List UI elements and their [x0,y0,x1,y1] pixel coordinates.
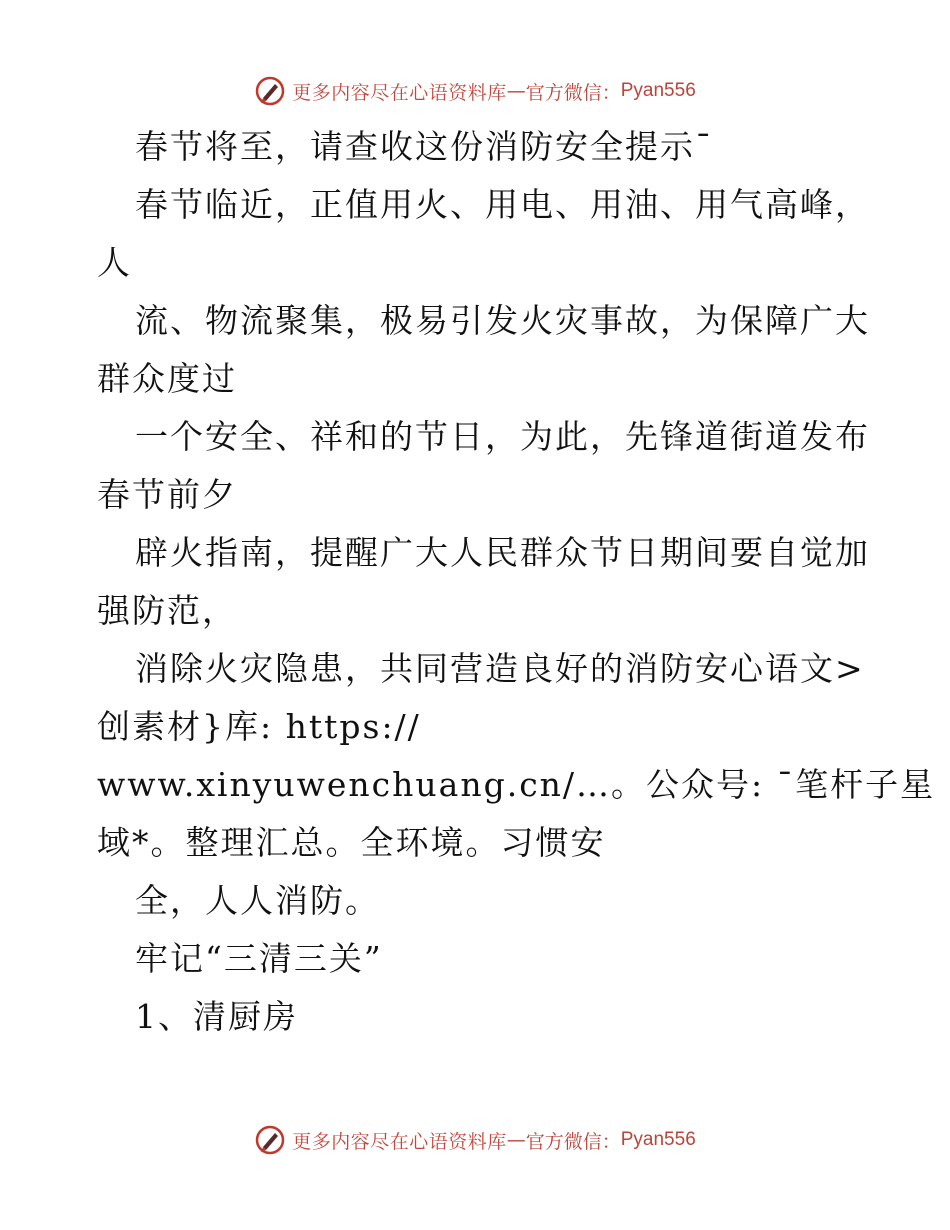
watermark-brand-text: 更多内容尽在心语资料库 [292,81,507,104]
watermark-wechat-account: Pyan556 [620,1129,696,1150]
text-line: 强防范， [97,591,237,630]
text-line: 1、清厨房 [135,997,298,1036]
pen-logo-icon [254,75,286,107]
text-line: 全，人人消防。 [135,881,380,920]
watermark-wechat-account: Pyan556 [620,80,696,101]
header-watermark [0,71,950,111]
pen-logo-icon [254,1124,286,1156]
watermark-wechat-label: 官方微信： [525,1130,621,1153]
text-line: 牢记“三清三关” [135,939,383,978]
text-line: 人 [97,243,132,282]
text-line: 一个安全、祥和的节日，为此，先锋道街道发布 [135,417,870,456]
footer-watermark [0,1120,950,1160]
watermark-brand-text: 更多内容尽在心语资料库 [292,1130,507,1153]
text-line: www.xinyuwenchuang.cn/…。公众号: ¯笔杆子星 [97,765,936,804]
text-line: 春节临近，正值用火、用电、用油、用气高峰， [135,185,870,224]
text-line: 春节前夕 [97,475,237,514]
text-line: 创素材}库: https:// [97,707,421,746]
document-body [97,118,936,1046]
watermark-separator: — [506,80,526,102]
text-line: 辟火指南，提醒广大人民群众节日期间要自觉加 [135,533,870,572]
text-line: 春节将至，请查收这份消防安全提示¯ [135,127,714,166]
text-line: 流、物流聚集，极易引发火灾事故，为保障广大 [135,301,870,340]
text-line: 域*。整理汇总。全环境。习惯安 [97,823,606,862]
watermark-wechat-label: 官方微信： [525,81,621,104]
text-line: 群众度过 [97,359,237,398]
text-line: 消除火灾隐患，共同营造良好的消防安心语文> [135,649,865,688]
watermark-separator: — [506,1129,526,1151]
